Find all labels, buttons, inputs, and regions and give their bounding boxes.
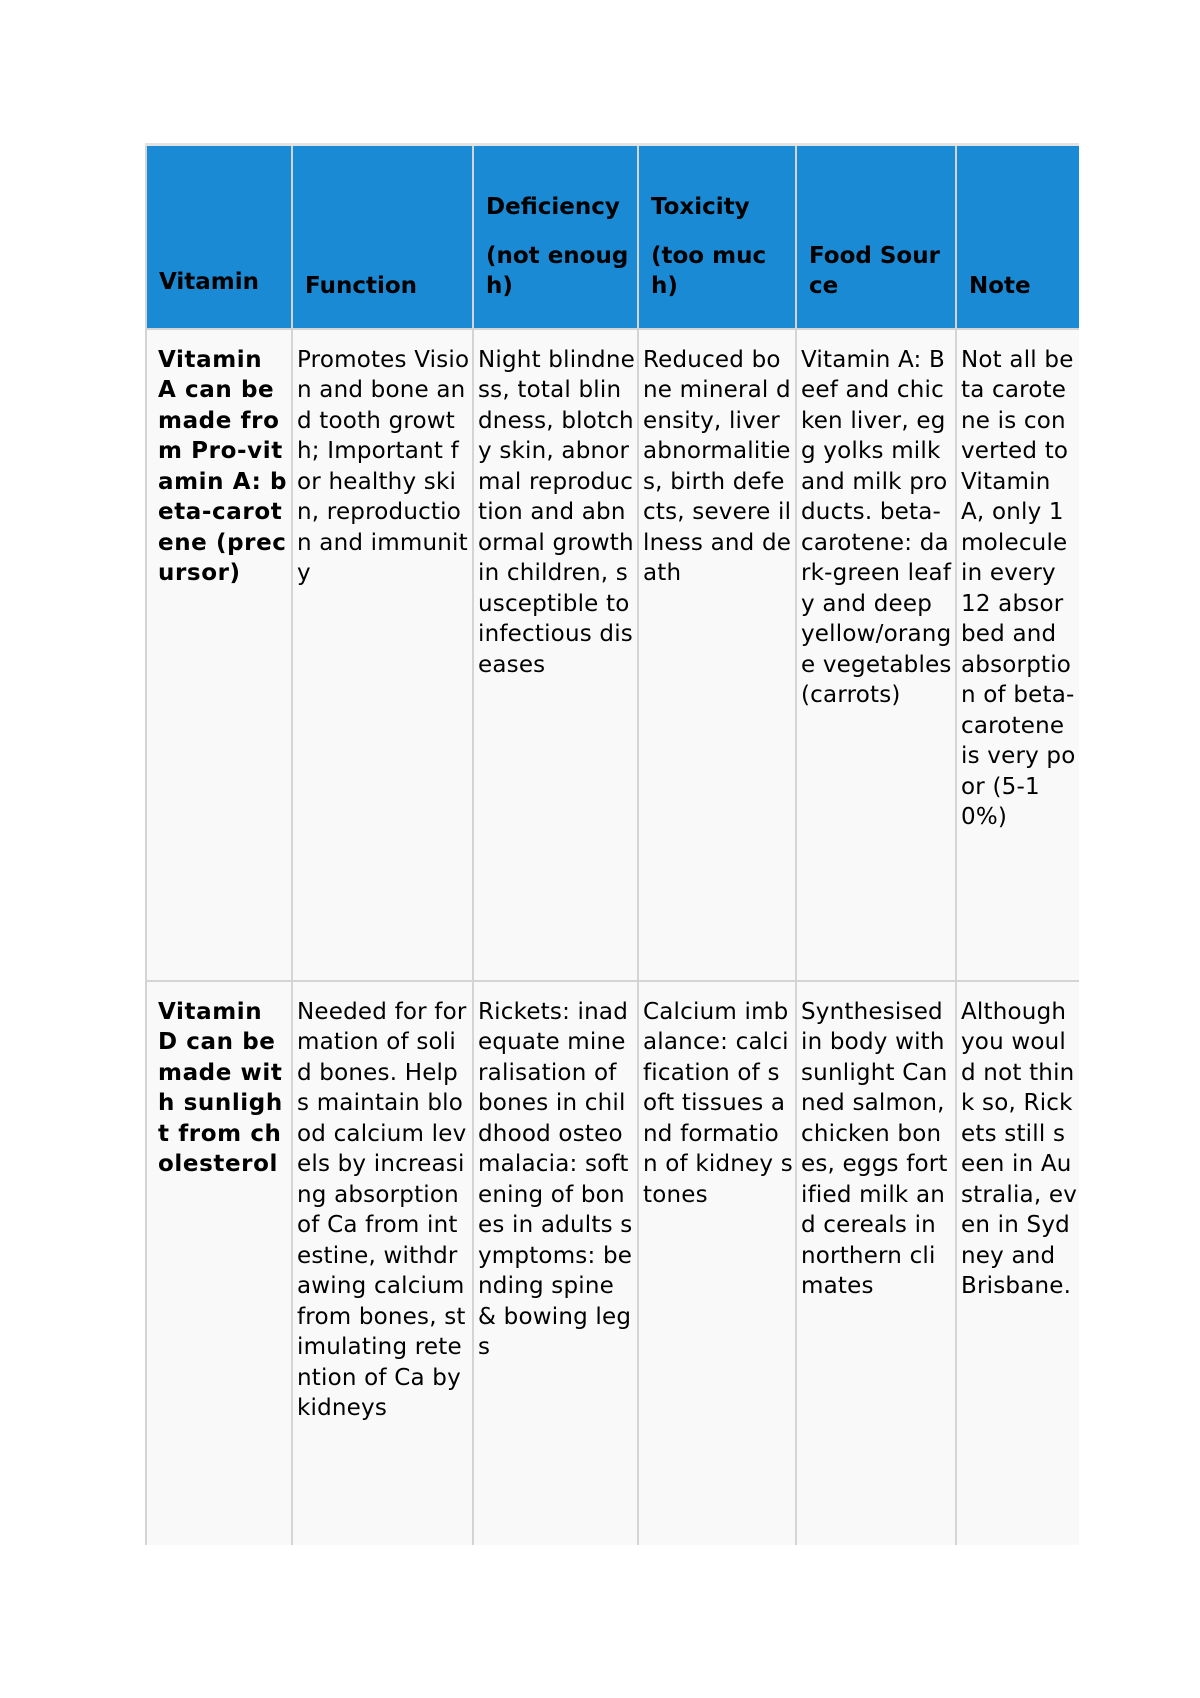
- cell-vitamin: Vitamin D can be made with sunlight from cholesterol: [146, 981, 292, 1546]
- header-toxicity-title: Toxicity: [651, 194, 750, 220]
- cell-deficiency: Rickets: inadequate mineralisation of bones in childhood osteomalacia: softening of bones in adults symptoms: bending spine & bowing legs: [473, 981, 638, 1546]
- cell-note: Although you would not think so, Rickets still seen in Australia, even in Sydney and Brisbane.: [956, 981, 1079, 1546]
- cell-vitamin: Vitamin A can be made from Pro-vitamin A: beta-carotene (precursor): [146, 329, 292, 981]
- header-toxicity-subtitle: (too much): [651, 242, 767, 299]
- header-food-source: Food Source: [796, 145, 956, 329]
- table-header-row: [146, 145, 1079, 329]
- cell-food-source: Vitamin A: Beef and chicken liver, egg yolks milk and milk products. beta-carotene: dark-green leafy and deep yellow/orange vegetables (carrots): [796, 329, 956, 981]
- header-deficiency-title: Deficiency: [486, 194, 620, 220]
- table-row: [146, 329, 1079, 981]
- header-deficiency-subtitle: (not enough): [486, 242, 629, 299]
- header-deficiency: [473, 145, 638, 329]
- cell-note: Not all beta carotene is converted to Vitamin A, only 1 molecule in every 12 absorbed and absorption of beta-carotene is very poor (5-10%): [956, 329, 1079, 981]
- cell-deficiency: Night blindness, total blindness, blotchy skin, abnormal reproduction and abnormal growth in children, susceptible to infectious diseases: [473, 329, 638, 981]
- header-note: Note: [956, 145, 1079, 329]
- cell-toxicity: Reduced bone mineral density, liver abnormalities, birth defects, severe illness and death: [638, 329, 796, 981]
- header-vitamin: Vitamin: [146, 145, 292, 329]
- header-function: Function: [292, 145, 473, 329]
- table-row: [146, 981, 1079, 1546]
- cell-food-source: Synthesised in body with sunlight Canned salmon, chicken bones, eggs fortified milk and cereals in northern climates: [796, 981, 956, 1546]
- cell-toxicity: Calcium imbalance: calcification of soft tissues and formation of kidney stones: [638, 981, 796, 1546]
- header-toxicity: [638, 145, 796, 329]
- vitamin-table: [145, 143, 1079, 1545]
- cell-function: Needed for formation of solid bones. Helps maintain blood calcium levels by increasing absorption of Ca from intestine, withdrawing calcium from bones, stimulating retention of Ca by kidneys: [292, 981, 473, 1546]
- cell-function: Promotes Vision and bone and tooth growth; Important for healthy skin, reproduction and immunity: [292, 329, 473, 981]
- vitamin-table-container: [145, 143, 1079, 1545]
